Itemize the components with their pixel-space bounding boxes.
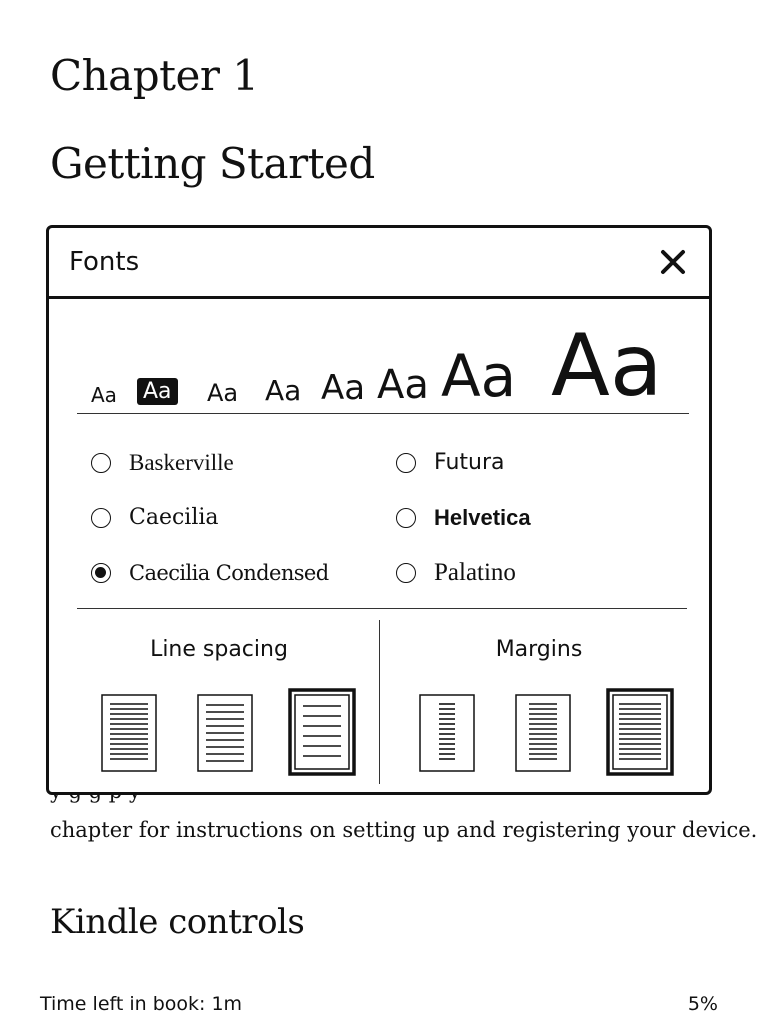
body-text: chapter for instructions on setting up and registering your device. bbox=[50, 818, 758, 842]
line-spacing-label: Line spacing bbox=[150, 637, 288, 662]
font-size-3[interactable]: Aa bbox=[207, 379, 239, 407]
radio-button[interactable] bbox=[396, 508, 416, 528]
font-size-6[interactable]: Aa bbox=[377, 362, 429, 408]
subheading: Kindle controls bbox=[50, 902, 305, 942]
close-icon bbox=[655, 244, 691, 280]
radio-button[interactable] bbox=[396, 453, 416, 473]
font-label: Palatino bbox=[434, 559, 516, 586]
font-option-baskerville[interactable] bbox=[91, 446, 371, 482]
font-size-5[interactable]: Aa bbox=[321, 368, 366, 408]
font-option-futura[interactable] bbox=[396, 446, 656, 482]
font-size-4[interactable]: Aa bbox=[265, 374, 302, 407]
line-spacing-large-button-selected[interactable] bbox=[288, 688, 356, 776]
dialog-title: Fonts bbox=[69, 247, 140, 277]
line-spacing-medium-button[interactable] bbox=[197, 694, 253, 772]
fonts-dialog bbox=[46, 225, 712, 795]
font-option-palatino[interactable] bbox=[396, 556, 656, 592]
font-option-caecilia[interactable] bbox=[91, 501, 371, 537]
margins-medium-button[interactable] bbox=[515, 694, 571, 772]
radio-button[interactable] bbox=[91, 453, 111, 473]
column-divider bbox=[379, 620, 380, 784]
close-button[interactable] bbox=[655, 244, 691, 280]
font-size-2[interactable]: Aa bbox=[137, 378, 178, 405]
font-option-caecilia-condensed[interactable] bbox=[91, 556, 371, 592]
margins-label: Margins bbox=[495, 637, 583, 662]
font-size-8[interactable]: Aa bbox=[551, 316, 663, 416]
radio-button-selected[interactable] bbox=[91, 563, 111, 583]
font-label: Caecilia bbox=[129, 505, 219, 530]
font-label: Caecilia Condensed bbox=[129, 561, 329, 585]
font-size-selector bbox=[77, 308, 689, 414]
reading-progress: 5% bbox=[687, 993, 718, 1015]
line-spacing-small-button[interactable] bbox=[101, 694, 157, 772]
margins-narrow-button-selected[interactable] bbox=[606, 688, 674, 776]
radio-button[interactable] bbox=[91, 508, 111, 528]
chapter-title: Chapter 1 bbox=[50, 51, 259, 100]
margins-wide-button[interactable] bbox=[419, 694, 475, 772]
time-left-in-book: Time left in book: 1m bbox=[40, 993, 243, 1015]
section-title: Getting Started bbox=[50, 139, 375, 188]
font-label: Helvetica bbox=[434, 505, 531, 530]
radio-button[interactable] bbox=[396, 563, 416, 583]
font-size-1[interactable]: Aa bbox=[91, 383, 117, 407]
font-size-7[interactable]: Aa bbox=[441, 342, 517, 410]
section-divider bbox=[77, 608, 687, 609]
font-label: Futura bbox=[434, 450, 505, 475]
font-label: Baskerville bbox=[129, 450, 234, 475]
font-option-helvetica[interactable] bbox=[396, 501, 656, 537]
dialog-header bbox=[49, 228, 709, 299]
